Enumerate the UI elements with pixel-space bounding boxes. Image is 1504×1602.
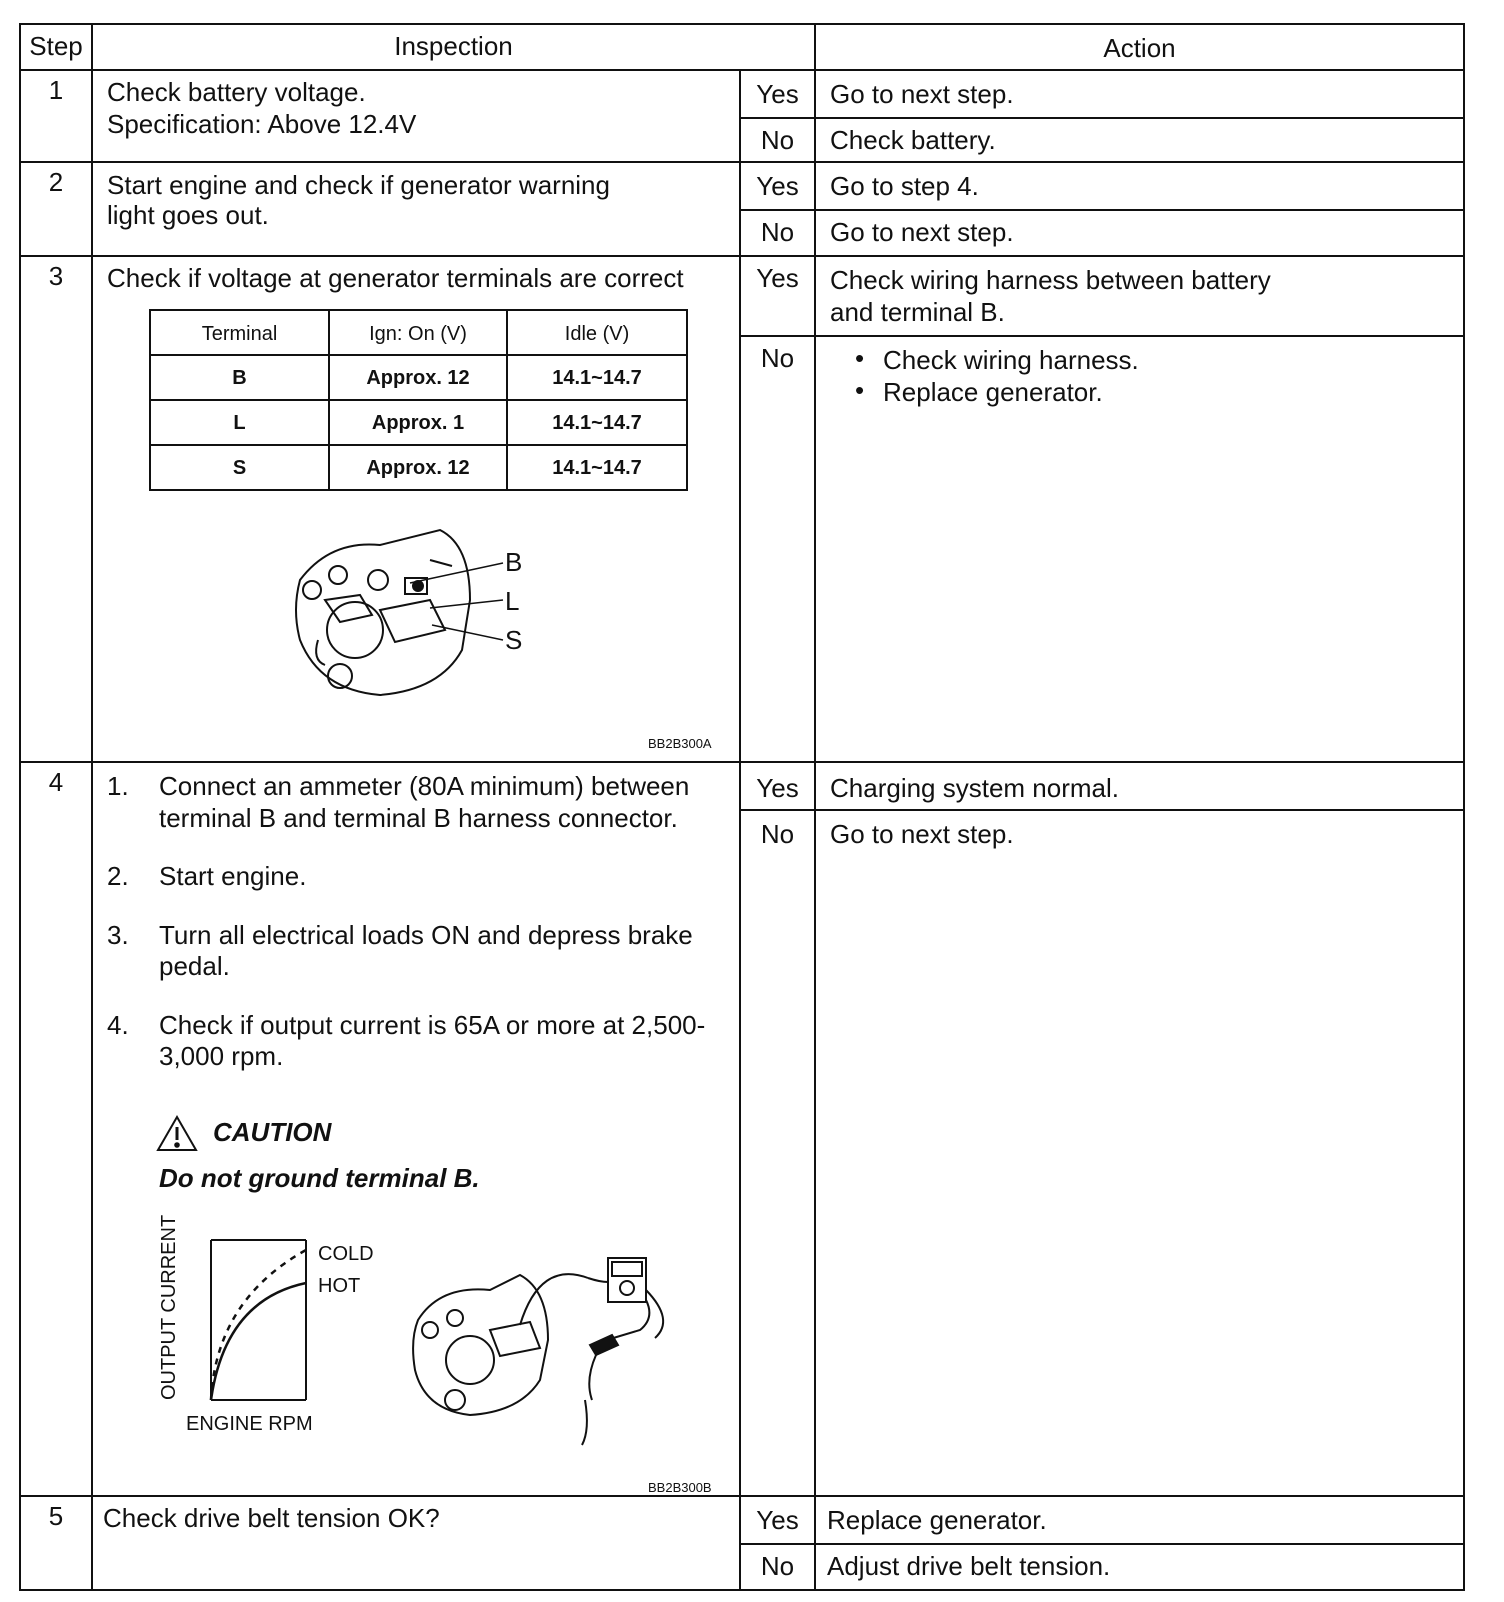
caution-title: CAUTION [213, 1117, 332, 1147]
no-label: No [760, 1551, 795, 1581]
header-action: Action [1103, 33, 1176, 63]
yes-label: Yes [756, 171, 799, 201]
procedure-number: 1. [107, 771, 129, 801]
procedure-text: Start engine. [159, 861, 307, 891]
terminal-table-header: Idle (V) [564, 323, 630, 345]
hot-curve [211, 1283, 306, 1400]
procedure-text: Check if output current is 65A or more at 2,500- [159, 1010, 706, 1040]
caution-text: Do not ground terminal B. [159, 1163, 480, 1193]
yes-label: Yes [756, 773, 799, 803]
terminal-table-cell: Approx. 1 [371, 412, 465, 434]
step-number: 1 [48, 75, 64, 105]
terminal-table-cell: 14.1~14.7 [552, 457, 642, 479]
no-label: No [760, 217, 795, 247]
inspection-spec: Specification: Above 12.4V [107, 109, 417, 139]
no-label: No [760, 819, 795, 849]
cold-curve [211, 1250, 306, 1400]
yes-action: Check wiring harness between battery [830, 265, 1271, 295]
graph-xlabel: ENGINE RPM [186, 1413, 313, 1435]
terminal-label-l: L [505, 586, 520, 616]
ammeter-hookup-illustration [413, 1258, 663, 1445]
inspection-text: Check drive belt tension OK? [103, 1503, 440, 1533]
yes-action: Go to step 4. [830, 171, 979, 201]
procedure-text: Connect an ammeter (80A minimum) between [159, 771, 690, 801]
terminal-table-cell: Approx. 12 [366, 457, 470, 479]
no-action: Go to next step. [830, 217, 1014, 247]
step-number: 2 [48, 167, 64, 197]
figure-code: BB2B300A [648, 736, 712, 751]
yes-label: Yes [756, 263, 799, 293]
inspection-text: Start engine and check if generator warning [107, 170, 610, 200]
no-label: No [760, 125, 795, 155]
graph-hot-label: HOT [318, 1275, 361, 1297]
header-inspection: Inspection [394, 31, 513, 61]
terminal-table-header: Terminal [201, 323, 278, 345]
bullet-icon: • [855, 375, 865, 405]
terminal-table-header: Ign: On (V) [369, 323, 467, 345]
figure-code: BB2B300B [648, 1480, 712, 1495]
generator-terminal-illustration [296, 530, 503, 695]
header-step: Step [29, 31, 83, 61]
terminal-table-cell: B [232, 367, 247, 389]
inspection-text: light goes out. [107, 200, 269, 230]
yes-action: Go to next step. [830, 79, 1014, 109]
no-label: No [760, 343, 795, 373]
terminal-table-cell: S [232, 457, 247, 479]
terminal-table-cell: 14.1~14.7 [552, 367, 642, 389]
terminal-table-cell: L [233, 412, 246, 434]
no-action: Check battery. [830, 125, 996, 155]
yes-label: Yes [756, 79, 799, 109]
procedure-text: pedal. [159, 951, 230, 981]
procedure-number: 4. [107, 1010, 129, 1040]
terminal-label-s: S [505, 625, 523, 655]
step-number: 3 [48, 261, 64, 291]
no-action: Go to next step. [830, 819, 1014, 849]
no-action: Adjust drive belt tension. [827, 1551, 1111, 1581]
no-action: Check wiring harness. [883, 345, 1139, 375]
procedure-number: 3. [107, 920, 129, 950]
yes-label: Yes [756, 1505, 799, 1535]
terminal-table-cell: 14.1~14.7 [552, 412, 642, 434]
bullet-icon: • [855, 343, 865, 373]
inspection-text: Check if voltage at generator terminals are correct [107, 263, 684, 293]
procedure-text: Turn all electrical loads ON and depress brake [159, 920, 693, 950]
yes-action: Charging system normal. [830, 773, 1119, 803]
caution-triangle-shape [158, 1117, 196, 1150]
procedure-number: 2. [107, 861, 129, 891]
graph-cold-label: COLD [318, 1243, 374, 1265]
inspection-text: Check battery voltage. [107, 77, 366, 107]
yes-action: Replace generator. [827, 1505, 1047, 1535]
output-current-graph [211, 1240, 306, 1400]
step-number: 5 [48, 1501, 64, 1531]
procedure-text: terminal B and terminal B harness connector. [159, 803, 678, 833]
graph-ylabel: OUTPUT CURRENT [158, 1214, 180, 1400]
terminal-label-b: B [505, 547, 523, 577]
step-number: 4 [48, 767, 64, 797]
no-action: Replace generator. [883, 377, 1103, 407]
procedure-text: 3,000 rpm. [159, 1041, 284, 1071]
yes-action: and terminal B. [830, 297, 1005, 327]
terminal-table-cell: Approx. 12 [366, 367, 470, 389]
